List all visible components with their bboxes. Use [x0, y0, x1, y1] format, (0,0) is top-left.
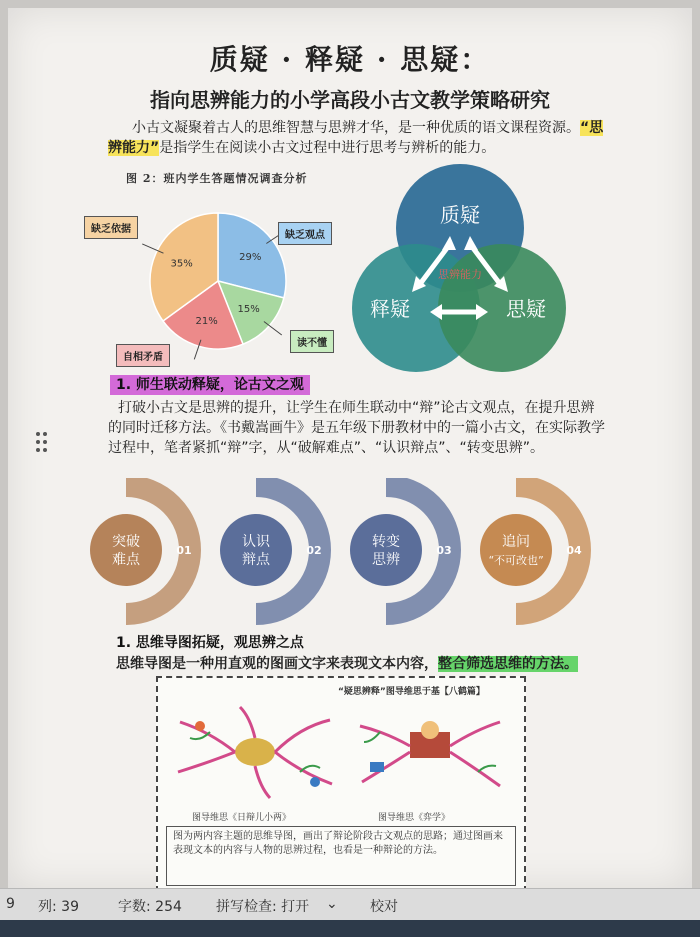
- steps-diagram: [78, 478, 608, 628]
- step-number-2: 02: [306, 544, 322, 557]
- mindmap-caption-right: 图导维思《弈学》: [378, 813, 451, 823]
- step-number-3: 03: [436, 544, 452, 557]
- pie-label-cannot-read: 读不懂: [290, 330, 334, 353]
- step-label-2-line-1: 认识: [242, 534, 270, 550]
- figure2-title: 图 2：班内学生答题情况调查分析: [126, 172, 308, 185]
- pie-label-contradiction: 自相矛盾: [116, 344, 170, 367]
- document-subtitle: 指向思辨能力的小学高段小古文教学策略研究: [150, 88, 550, 112]
- mindmap-header: “疑思辨释”图导维思于基【八鹤篇】: [338, 687, 485, 697]
- step-circle-2: [220, 514, 292, 586]
- status-proofread[interactable]: 校对: [370, 899, 398, 915]
- intro-text-after: 是指学生在阅读小古文过程中进行思考与辨析的能力。: [159, 140, 496, 156]
- status-line: 9: [6, 896, 15, 912]
- mindmap-text-box: [166, 826, 516, 886]
- step-circle-3: [350, 514, 422, 586]
- mindmap-figure: [156, 676, 526, 888]
- mindmap-caption-left: 图导维思《日辩儿小两》: [192, 813, 292, 823]
- intro-paragraph[interactable]: [108, 118, 614, 158]
- section1-body[interactable]: 打破小古文是思辨的提升，让学生在师生联动中“辩”论古文观点，在提升思辨的同时迁移方法。《书戴嵩画牛》是五年级下册教材中的一篇小古文，在实际教学过程中，笔者紧抓“辩”字，从“破解难点”、“认识辩点”、“转变思辨”。: [108, 400, 605, 456]
- pie-value-label-2: 21%: [195, 316, 218, 328]
- step-label-4-line-1: 追问: [502, 534, 530, 550]
- drag-handle-icon[interactable]: [36, 432, 50, 454]
- step-label-4-line-2: “不可改也”: [488, 554, 544, 567]
- pie-value-label-3: 35%: [170, 258, 193, 270]
- venn-label-top: 质疑: [440, 203, 480, 227]
- pie-label-lack-view: 缺乏观点: [278, 222, 332, 245]
- status-spell-check[interactable]: 拼写检查: 打开: [216, 899, 310, 915]
- status-column[interactable]: 列: 39: [38, 899, 79, 915]
- section1-heading[interactable]: 1. 师生联动释疑，论古文之观: [110, 374, 310, 394]
- step-label-1-line-2: 难点: [112, 552, 140, 568]
- document-page: [8, 8, 692, 888]
- pie-value-label-1: 15%: [237, 303, 260, 315]
- mindmap-body: 图为两内容主题的思维导图，画出了辩论阶段古文观点的思路；通过图画来表现文本的内容与人物的思辨过程，也看是一种辩论的方法。: [173, 831, 503, 856]
- section2-body[interactable]: 思维导图是一种用直观的图画文字来表现文本内容，整合筛选思维的方法。: [116, 656, 578, 672]
- pie-value-label-0: 29%: [239, 251, 262, 263]
- step-label-1-line-1: 突破: [112, 534, 140, 550]
- venn-label-right: 思疑: [506, 297, 546, 321]
- intro-highlight: “思辨能力”: [108, 120, 604, 156]
- status-bar: [0, 888, 700, 921]
- venn-diagram: [346, 164, 576, 374]
- mindmap-right-illustration: [350, 702, 510, 802]
- taskbar: [0, 920, 700, 937]
- spell-check-dropdown-icon[interactable]: ⌄: [326, 896, 338, 912]
- section2-heading[interactable]: 1. 思维导图拓疑，观思辨之点: [116, 635, 304, 651]
- step-number-1: 01: [176, 544, 192, 557]
- step-label-3-line-2: 思辨: [372, 552, 400, 568]
- document-title: 质疑 · 释疑 · 思疑：: [209, 43, 491, 76]
- venn-center-label: 思辨能力: [438, 268, 482, 281]
- venn-circle-right: [438, 244, 566, 372]
- pie-label-lack-evidence: 缺乏依据: [84, 216, 138, 239]
- step-circle-1: [90, 514, 162, 586]
- intro-text-before: 小古文凝聚着古人的思维智慧与思辨才华，是一种优质的语文课程资源。: [132, 120, 580, 136]
- step-circle-4: [480, 514, 552, 586]
- step-label-2-line-2: 辩点: [242, 552, 270, 568]
- step-number-4: 04: [566, 544, 582, 557]
- venn-label-left: 释疑: [370, 297, 410, 321]
- mindmap-left-illustration: [170, 702, 340, 802]
- status-word-count[interactable]: 字数: 254: [118, 899, 182, 915]
- step-label-3-line-1: 转变: [372, 534, 400, 550]
